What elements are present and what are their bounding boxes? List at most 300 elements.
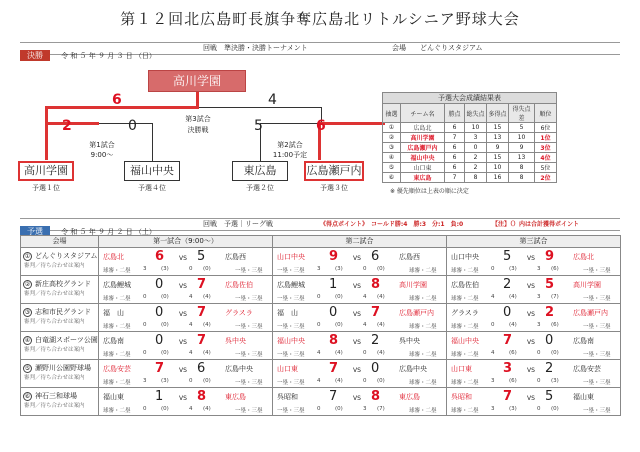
left-team: 広島鯉城 — [103, 281, 131, 289]
venue-sub-label: 審判／待ち合わせは案内 — [24, 347, 85, 353]
standings-table — [382, 92, 557, 183]
prelim-row — [21, 332, 621, 360]
standings-team: 広島瀬戸内 — [401, 143, 445, 153]
right-total: (6) — [551, 266, 559, 272]
semi2-left-score: 5 — [254, 118, 263, 134]
standings-team: 高川学園 — [401, 133, 445, 143]
standings-cell: ② — [383, 133, 401, 143]
right-umpire: 球審・二塁 — [409, 408, 437, 414]
venue-sub-label: 審判／待ち合わせは案内 — [24, 263, 85, 269]
right-total: (4) — [377, 322, 385, 328]
left-score: 6 — [155, 249, 165, 264]
prelim-grid-wrap — [20, 235, 621, 416]
venue-sub-label: 審判／待ち合わせは案内 — [24, 291, 85, 297]
right-team: 高川学園 — [399, 281, 427, 289]
left-team: 福 山 — [103, 309, 124, 317]
right-points: 0 — [363, 266, 367, 272]
standings-team: 山口東 — [401, 163, 445, 173]
standings-header-cell: 抽選 — [383, 104, 401, 123]
right-score: 2 — [545, 361, 554, 376]
game-cell — [273, 360, 447, 388]
left-points: 4 — [317, 350, 321, 356]
standings-cell: 10 — [509, 133, 535, 143]
right-score: 7 — [197, 333, 207, 348]
left-team: 福山中央 — [277, 337, 305, 345]
left-score: 0 — [155, 333, 164, 348]
standings-cell: 15 — [487, 153, 509, 163]
venue-number: ① — [24, 253, 31, 260]
right-points: 0 — [537, 350, 541, 356]
left-score: 7 — [329, 361, 339, 376]
standings-row — [383, 163, 557, 173]
venue-number: ③ — [24, 309, 31, 316]
standings-cell: 16 — [487, 173, 509, 183]
right-points: 0 — [363, 378, 367, 384]
prelim-row — [21, 304, 621, 332]
prelim-badge: 予選 — [20, 226, 50, 237]
left-score: 5 — [503, 249, 512, 264]
left-total: (6) — [509, 378, 517, 384]
left-points: 0 — [491, 322, 495, 328]
right-points: 4 — [189, 350, 193, 356]
standings-cell: 3 — [465, 133, 487, 143]
right-total: (6) — [551, 322, 559, 328]
game-cell — [99, 304, 273, 332]
standings-cell: ⑤ — [383, 163, 401, 173]
prelim-results-table — [20, 235, 621, 416]
vs-label: VS — [353, 395, 361, 402]
standings-header-row — [383, 104, 557, 123]
left-team: 広島北 — [103, 253, 124, 261]
left-points: 3 — [491, 406, 495, 412]
vs-label: VS — [179, 283, 187, 290]
standings-cell: 5位 — [535, 163, 557, 173]
left-total: (3) — [335, 266, 343, 272]
vs-label: VS — [527, 395, 535, 402]
left-team: 山口東 — [277, 365, 298, 373]
right-umpire: 球審・二塁 — [409, 296, 437, 302]
left-points: 0 — [317, 322, 321, 328]
final-badge: 決勝 — [20, 50, 50, 61]
right-team: 東広島 — [225, 393, 246, 401]
vs-label: VS — [353, 367, 361, 374]
standings-cell: 8 — [509, 173, 535, 183]
left-total: (0) — [335, 294, 343, 300]
game-cell — [273, 248, 447, 276]
right-umpire: 一塁・三塁 — [235, 296, 263, 302]
right-umpire: 球審・二塁 — [409, 380, 437, 386]
right-total: (7) — [377, 406, 385, 412]
game-cell — [99, 276, 273, 304]
standings-cell: 9 — [487, 143, 509, 153]
semi1-label — [82, 140, 122, 160]
right-score: 7 — [197, 305, 207, 320]
left-points: 0 — [143, 294, 147, 300]
venue-cell — [21, 304, 99, 332]
left-team: 山口東 — [451, 365, 472, 373]
game-cell — [99, 360, 273, 388]
left-umpire: 球審・二塁 — [451, 380, 479, 386]
left-score: 2 — [503, 277, 512, 292]
right-points: 4 — [363, 322, 367, 328]
game-cell — [447, 332, 621, 360]
semi2-left-seed: 予選２位 — [246, 184, 274, 192]
right-score: 7 — [197, 277, 207, 292]
right-score: 0 — [371, 361, 380, 376]
standings-row — [383, 143, 557, 153]
game-cell — [99, 388, 273, 416]
game-cell — [273, 332, 447, 360]
game-cell — [99, 332, 273, 360]
left-score: 3 — [503, 361, 513, 376]
vs-label: VS — [179, 339, 187, 346]
left-umpire: 球審・二塁 — [451, 352, 479, 358]
standings-cell: 4位 — [535, 153, 557, 163]
page-title: 第１２回北広島町長旗争奪広島北リトルシニア野球大会 — [120, 10, 520, 28]
right-team: 広島佐伯 — [225, 281, 253, 289]
standings-cell: ① — [383, 123, 401, 133]
standings-cell: 6 — [445, 163, 465, 173]
right-points: 0 — [537, 406, 541, 412]
left-score: 0 — [503, 305, 512, 320]
right-score: 5 — [545, 389, 554, 404]
left-umpire: 一塁・三塁 — [277, 268, 305, 274]
left-total: (0) — [161, 406, 169, 412]
left-score: 0 — [329, 305, 338, 320]
semi1-time: 9:00～ — [90, 151, 114, 159]
standings-cell: 8 — [465, 173, 487, 183]
standings-cell: 10 — [465, 123, 487, 133]
right-total: (4) — [203, 294, 211, 300]
standings-cell: 2 — [465, 163, 487, 173]
left-points: 3 — [143, 266, 147, 272]
right-team: グラスラ — [225, 309, 253, 317]
semi2-left-team: 東広島 — [232, 161, 288, 181]
left-umpire: 一塁・三塁 — [277, 380, 305, 386]
left-points: 0 — [317, 406, 321, 412]
left-points: 3 — [491, 378, 495, 384]
standings-cell: 10 — [487, 163, 509, 173]
right-score: 9 — [545, 249, 555, 264]
final-match-label: 第3試合 決勝戦 — [185, 115, 211, 134]
left-total: (0) — [161, 294, 169, 300]
left-total: (4) — [335, 350, 343, 356]
standings-cell: ⑥ — [383, 173, 401, 183]
game-cell — [273, 304, 447, 332]
right-points: 4 — [189, 294, 193, 300]
right-team: 広島安芸 — [573, 365, 601, 373]
standings-caption: 予選大会成績結果表 — [383, 93, 557, 104]
semi1-left-seed: 予選１位 — [32, 184, 60, 192]
right-points: 0 — [537, 378, 541, 384]
game-cell — [447, 360, 621, 388]
semi2-label — [268, 140, 312, 160]
right-points: 4 — [363, 294, 367, 300]
left-umpire: 球審・二塁 — [103, 296, 131, 302]
col-game2-header: 第二試合 — [273, 236, 447, 248]
right-points: 0 — [363, 350, 367, 356]
left-umpire: 一塁・三塁 — [277, 324, 305, 330]
left-total: (3) — [509, 266, 517, 272]
left-score: 0 — [155, 305, 164, 320]
right-total: (7) — [551, 294, 559, 300]
right-umpire: 一塁・三塁 — [583, 296, 611, 302]
vs-label: VS — [353, 255, 361, 262]
vs-label: VS — [179, 311, 187, 318]
venue-name: どんぐりスタジアム — [35, 252, 98, 260]
semi2-right-team: 広島瀬戸内 — [304, 161, 364, 181]
left-total: (4) — [509, 294, 517, 300]
prelim-date: 令 和 ５ 年 ９ 月 ２ 日 （土） — [61, 228, 156, 236]
right-umpire: 一塁・三塁 — [235, 408, 263, 414]
standings-cell: 1位 — [535, 133, 557, 143]
standings-cell: 6 — [445, 143, 465, 153]
venue-name: 神石三和球場 — [35, 392, 77, 400]
left-umpire: 球審・二塁 — [103, 352, 131, 358]
left-score: 1 — [155, 389, 164, 404]
vs-label: VS — [179, 395, 187, 402]
left-points: 3 — [143, 378, 147, 384]
left-total: (3) — [161, 378, 169, 384]
venue-name: 白竜湖スポーツ公園 — [35, 336, 98, 344]
right-points: 3 — [537, 294, 541, 300]
right-total: (3) — [551, 378, 559, 384]
standings-cell: 13 — [487, 133, 509, 143]
right-total: (0) — [377, 266, 385, 272]
venue-name: 志和市民グランド — [35, 308, 91, 316]
left-team: 福山中央 — [451, 337, 479, 345]
right-score: 8 — [197, 389, 207, 404]
venue-cell — [21, 276, 99, 304]
semi2-title: 第2試合 — [277, 141, 303, 149]
venue-cell — [21, 248, 99, 276]
standings-cell: 0 — [465, 143, 487, 153]
right-points: 4 — [189, 406, 193, 412]
venue-cell — [21, 388, 99, 416]
left-points: 0 — [143, 406, 147, 412]
left-umpire: 球審・二塁 — [451, 324, 479, 330]
venue-cell — [21, 360, 99, 388]
col-game3-header: 第三試合 — [447, 236, 621, 248]
left-umpire: 一塁・三塁 — [277, 352, 305, 358]
champion-box: 高川学園 — [148, 70, 246, 92]
right-score: 0 — [545, 333, 554, 348]
right-total: (4) — [203, 322, 211, 328]
right-umpire: 一塁・三塁 — [583, 324, 611, 330]
right-umpire: 一塁・三塁 — [583, 380, 611, 386]
semi1-right-score: 0 — [128, 118, 137, 134]
game-cell — [447, 276, 621, 304]
right-umpire: 一塁・三塁 — [235, 268, 263, 274]
right-team: 福山東 — [573, 393, 594, 401]
semi1-title: 第1試合 — [89, 141, 115, 149]
prelim-row — [21, 276, 621, 304]
left-total: (4) — [335, 378, 343, 384]
right-team: 広島西 — [225, 253, 246, 261]
right-score: 5 — [197, 249, 206, 264]
standings-header-cell: 得失点差 — [509, 104, 535, 123]
right-umpire: 球審・二塁 — [409, 268, 437, 274]
right-team: 広島西 — [399, 253, 420, 261]
vs-label: VS — [527, 367, 535, 374]
left-total: (0) — [335, 406, 343, 412]
left-umpire: 球審・二塁 — [103, 380, 131, 386]
standings-team: 東広島 — [401, 173, 445, 183]
left-score: 1 — [329, 277, 338, 292]
prelim-row — [21, 248, 621, 276]
standings-cell: 6位 — [535, 123, 557, 133]
left-score: 0 — [155, 277, 164, 292]
left-score: 7 — [503, 389, 513, 404]
right-team: 呉中央 — [399, 337, 420, 345]
standings-header-cell: 多得点 — [487, 104, 509, 123]
final-header-bar — [20, 42, 620, 60]
standings-header-cell: 順位 — [535, 104, 557, 123]
game-cell — [447, 304, 621, 332]
prelim-row — [21, 360, 621, 388]
standings-cell: 6 — [445, 123, 465, 133]
col-venue-header: 会場 — [21, 236, 99, 248]
right-total: (0) — [203, 266, 211, 272]
right-points: 3 — [537, 266, 541, 272]
standings-header-cell: チーム名 — [401, 104, 445, 123]
semi2-right-score: 6 — [316, 118, 326, 134]
prelim-note: 【注】（）内は合計獲得ポイント — [492, 221, 580, 228]
standings-cell: 6 — [445, 153, 465, 163]
left-team: 山口中央 — [451, 253, 479, 261]
standings-panel — [382, 92, 557, 195]
standings-note: ※ 優先順位は上表の順に決定 — [390, 188, 469, 195]
right-score: 6 — [371, 249, 380, 264]
left-points: 3 — [317, 266, 321, 272]
right-team: 広島中央 — [225, 365, 253, 373]
vs-label: VS — [179, 367, 187, 374]
right-score: 8 — [371, 277, 381, 292]
left-team: 広島鯉城 — [277, 281, 305, 289]
right-points: 4 — [189, 322, 193, 328]
left-total: (0) — [161, 350, 169, 356]
prelim-row — [21, 388, 621, 416]
right-team: 呉中央 — [225, 337, 246, 345]
semi1-left-team: 高川学園 — [18, 161, 74, 181]
left-umpire: 球審・二塁 — [103, 408, 131, 414]
left-umpire: 球審・二塁 — [103, 324, 131, 330]
standings-cell: 2位 — [535, 173, 557, 183]
venue-name: 新庄高校グランド — [35, 280, 91, 288]
vs-label: VS — [353, 311, 361, 318]
left-team: 福 山 — [277, 309, 298, 317]
venue-sub-label: 審判／待ち合わせは案内 — [24, 403, 85, 409]
standings-row — [383, 173, 557, 183]
semi2-time: 11:00予定 — [272, 151, 308, 159]
standings-row — [383, 153, 557, 163]
right-umpire: 一塁・三塁 — [235, 324, 263, 330]
semi1-right-team: 福山中央 — [124, 161, 180, 181]
game-cell — [273, 388, 447, 416]
right-total: (0) — [551, 350, 559, 356]
vs-label: VS — [527, 311, 535, 318]
left-team: 呉昭和 — [451, 393, 472, 401]
left-umpire: 球審・二塁 — [451, 268, 479, 274]
left-total: (0) — [161, 322, 169, 328]
prelim-points: 《得点ポイント》 コールド勝:4 勝:3 分:1 負:0 — [320, 221, 464, 228]
right-score: 2 — [545, 305, 555, 320]
right-total: (0) — [203, 378, 211, 384]
game-cell — [99, 248, 273, 276]
standings-cell: 15 — [487, 123, 509, 133]
left-team: 山口中央 — [277, 253, 305, 261]
left-umpire: 一塁・三塁 — [277, 408, 305, 414]
venue-name: 瀬野川公園野球場 — [35, 364, 91, 372]
standings-cell: ③ — [383, 143, 401, 153]
left-umpire: 球審・二塁 — [103, 268, 131, 274]
right-umpire: 一塁・三塁 — [235, 352, 263, 358]
right-team: 広島南 — [573, 337, 594, 345]
right-team: 広島瀬戸内 — [399, 309, 434, 317]
right-points: 3 — [363, 406, 367, 412]
game-cell — [447, 388, 621, 416]
left-total: (4) — [509, 322, 517, 328]
standings-row — [383, 133, 557, 143]
standings-team: 福山中央 — [401, 153, 445, 163]
venue-sub-label: 審判／待ち合わせは案内 — [24, 319, 85, 325]
right-points: 0 — [189, 266, 193, 272]
right-total: (0) — [551, 406, 559, 412]
right-score: 6 — [197, 361, 206, 376]
left-points: 4 — [491, 294, 495, 300]
left-score: 8 — [329, 333, 339, 348]
left-score: 7 — [155, 361, 165, 376]
left-points: 0 — [143, 322, 147, 328]
left-team: 広島佐伯 — [451, 281, 479, 289]
standings-row — [383, 123, 557, 133]
left-total: (6) — [509, 350, 517, 356]
right-points: 3 — [537, 322, 541, 328]
venue-number: ② — [24, 281, 31, 288]
right-total: (4) — [203, 406, 211, 412]
left-points: 0 — [143, 350, 147, 356]
left-total: (3) — [509, 406, 517, 412]
final-round: 回戦 準決勝・決勝トーナメント — [203, 44, 308, 52]
final-venue: 会場 どんぐりスタジアム — [392, 44, 483, 52]
standings-cell: 9 — [509, 143, 535, 153]
vs-label: VS — [353, 339, 361, 346]
right-score: 7 — [371, 305, 381, 320]
left-points: 0 — [491, 266, 495, 272]
standings-header-cell: 総失点 — [465, 104, 487, 123]
right-team: 広島北 — [573, 253, 594, 261]
standings-cell: 7 — [445, 133, 465, 143]
left-score: 9 — [329, 249, 339, 264]
left-score: 7 — [503, 333, 513, 348]
left-umpire: 一塁・三塁 — [277, 296, 305, 302]
tournament-bracket — [0, 58, 380, 198]
venue-number: ⑥ — [24, 393, 31, 400]
standings-team: 広島北 — [401, 123, 445, 133]
left-total: (0) — [335, 322, 343, 328]
left-team: 福山東 — [103, 393, 124, 401]
final-date: 令 和 ５ 年 ９ 月 ３ 日 （日） — [61, 52, 156, 60]
right-total: (4) — [203, 350, 211, 356]
right-score: 8 — [371, 389, 381, 404]
right-umpire: 球審・二塁 — [409, 324, 437, 330]
left-team: 呉昭和 — [277, 393, 298, 401]
right-total: (0) — [377, 378, 385, 384]
vs-label: VS — [527, 283, 535, 290]
standings-cell: 3位 — [535, 143, 557, 153]
standings-cell: ④ — [383, 153, 401, 163]
semi1-left-score: 2 — [62, 118, 72, 134]
